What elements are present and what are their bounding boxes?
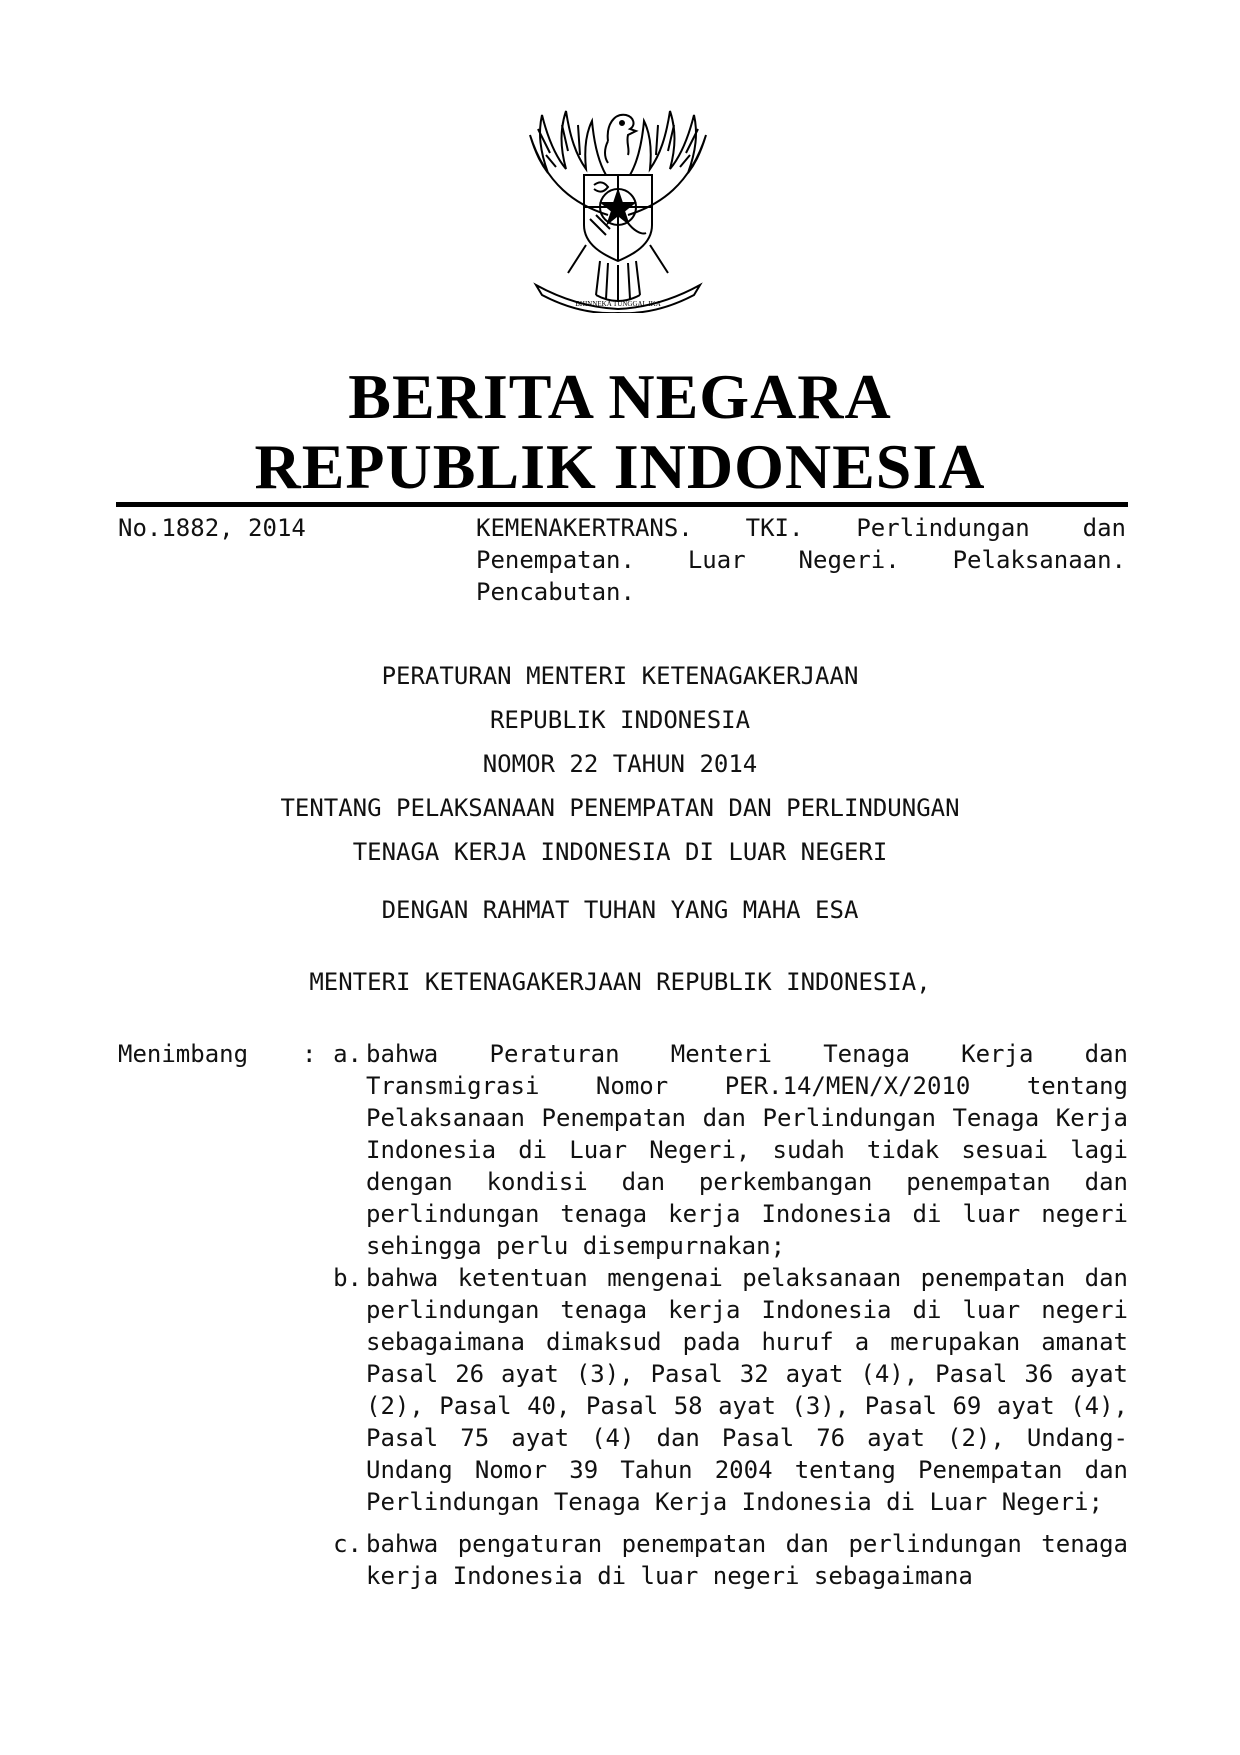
- masthead-subtitle: REPUBLIK INDONESIA: [254, 431, 986, 502]
- considerations-colon: :: [302, 1040, 317, 1068]
- consideration-text: bahwa ketentuan mengenai pelaksanaan penempatan dan perlindungan tenaga kerja Indonesia di luar negeri sebagaimana dimaksud pada huruf a merupakan amanat Pasal 26 ayat (3), Pasal 32 ayat (4), Pasal 36 ayat (2), Pasal 40, Pasal 58 ayat (3), Pasal 69 ayat (4), Pasal 75 ayat (4) dan Pasal 76 ayat (2), Undang-Undang Nomor 39 Tahun 2004 tentang Penempatan dan Perlindungan Tenaga Kerja Indonesia di Luar Negeri;: [366, 1264, 1128, 1516]
- regulation-line-6: DENGAN RAHMAT TUHAN YANG MAHA ESA: [381, 896, 859, 924]
- consideration-letter: a.: [333, 1040, 362, 1068]
- considerations-label: Menimbang: [118, 1040, 249, 1068]
- garuda-emblem-icon: [516, 95, 720, 313]
- masthead-title: BERITA NEGARA: [348, 361, 892, 432]
- regulation-line-2: REPUBLIK INDONESIA: [489, 706, 751, 734]
- consideration-letter: b.: [333, 1264, 362, 1292]
- minister-heading: MENTERI KETENAGAKERJAAN REPUBLIK INDONESIA,: [309, 968, 931, 996]
- regulation-line-3: NOMOR 22 TAHUN 2014: [482, 750, 758, 778]
- regulation-line-5: TENAGA KERJA INDONESIA DI LUAR NEGERI: [352, 838, 888, 866]
- header-divider: [116, 502, 1128, 507]
- consideration-letter: c.: [333, 1530, 362, 1558]
- svg-text:BHINNEKA TUNGGAL IKA: BHINNEKA TUNGGAL IKA: [575, 300, 661, 308]
- regulation-title-block: [0, 660, 1240, 938]
- regulation-line-1: PERATURAN MENTERI KETENAGAKERJAAN: [381, 662, 859, 690]
- consideration-text: bahwa pengaturan penempatan dan perlindungan tenaga kerja Indonesia di luar negeri sebagaimana: [366, 1530, 1128, 1590]
- issue-number: No.1882, 2014: [118, 514, 306, 542]
- consideration-text: bahwa Peraturan Menteri Tenaga Kerja dan Transmigrasi Nomor PER.14/MEN/X/2010 tentang Pelaksanaan Penempatan dan Perlindungan Tenaga Kerja Indonesia di Luar Negeri, sudah tidak sesuai lagi dengan kondisi dan perkembangan penempatan dan perlindungan tenaga kerja Indonesia di luar negeri sehingga perlu disempurnakan;: [366, 1040, 1128, 1260]
- issue-subject: KEMENAKERTRANS. TKI. Perlindungan dan Penempatan. Luar Negeri. Pelaksanaan. Pencabutan.: [476, 514, 1126, 606]
- regulation-line-4: TENTANG PELAKSANAAN PENEMPATAN DAN PERLINDUNGAN: [280, 794, 960, 822]
